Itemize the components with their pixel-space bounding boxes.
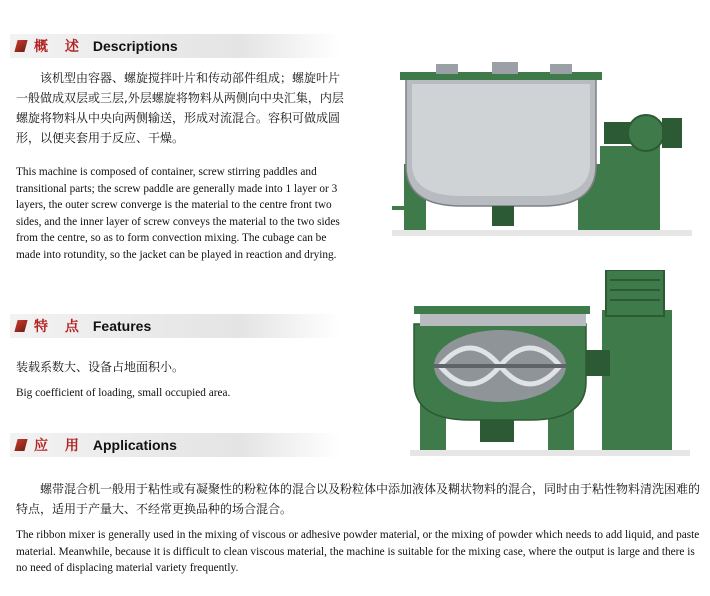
section-header-applications [10,433,340,457]
section-title-zh: 应 用 [34,438,85,454]
section-marker-icon [14,320,27,332]
section-header-descriptions [10,34,340,58]
section-marker-icon [14,439,27,451]
applications-en-paragraph: The ribbon mixer is generally used in the mixing of viscous or adhesive powder material, or the mixing of powder which needs to add liquid, and paste material. Meanwhile, because it is difficult to clean viscous material, the machine is suitable for the mixing case, where the output is large and there is no need of displacing material variety frequently. [16,529,700,574]
applications-zh-paragraph: 螺带混合机一般用于粘性或有凝聚性的粉粒体的混合以及粉粒体中添加液体及糊状物料的混合，同时由于粘性物料清洗困难的特点，适用于产量大、不经常更换品种的场合混合。 [16,482,701,516]
section-header-features [10,314,340,338]
section-title-en: Descriptions [92,38,178,54]
section-marker-icon [14,40,27,52]
section-title-en: Features [92,318,152,334]
section-title-zh: 概 述 [34,39,85,55]
features-zh-paragraph: 装载系数大、设备占地面积小。 [16,360,185,374]
descriptions-en-paragraph: This machine is composed of container, screw stirring paddles and transitional parts; the screw paddle are generally made into 1 layer or 3 layers, the outer screw converge is the material to the centre front two sides, and the inner layer of screw conveys the material to the two sides from the centre, so as to form convection mixing. The cubage can be made into rotundity, so the jacket can be played in reaction and drying. [16,166,340,261]
section-title-en: Applications [92,437,177,453]
descriptions-zh-paragraph: 该机型由容器、螺旋搅拌叶片和传动部件组成；螺旋叶片一般做成双层或三层,外层螺旋将物料从两侧向中央汇集，内层螺旋将物料从中央向两侧输送，形成对流混合。容积可做成圆形，以便夹套用于反应、干燥。 [16,71,344,145]
features-en-paragraph: Big coefficient of loading, small occupied area. [16,387,231,399]
ribbon-mixer-open-photo [410,270,690,456]
ribbon-mixer-exterior-photo [392,56,692,236]
section-title-zh: 特 点 [34,319,85,335]
